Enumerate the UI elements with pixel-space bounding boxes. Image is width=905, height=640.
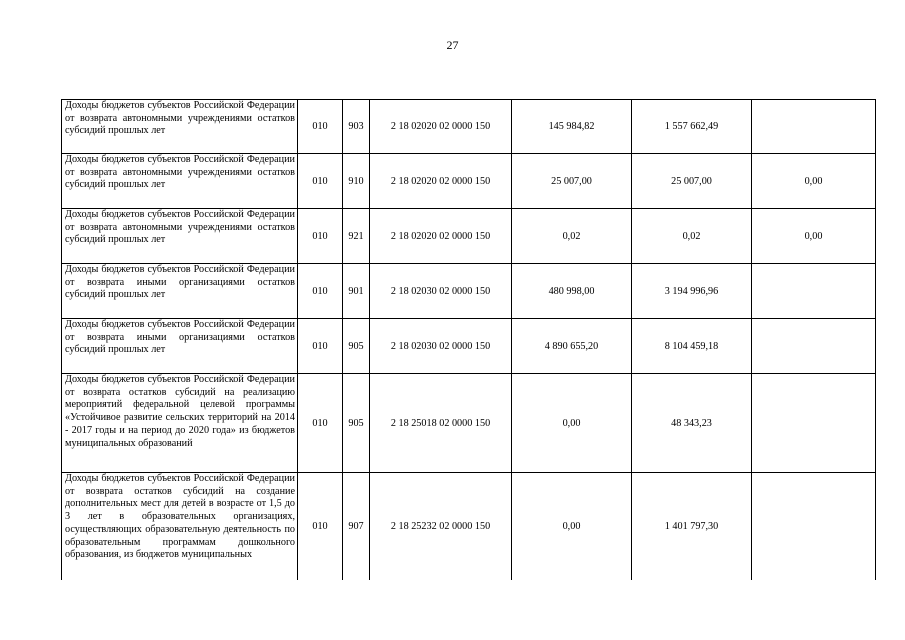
amount-column-2: 0,02: [632, 209, 752, 264]
administrator-code: 903: [343, 100, 370, 154]
amount-column-1: 0,02: [512, 209, 632, 264]
revenue-description: Доходы бюджетов субъектов Российской Федерации от возврата остатков субсидий на реализацию мероприятий федеральной целевой программы «Устойчивое развитие сельских территорий на 2014 - 2017 годы и на период до 2020 года» из бюджетов муниципальных образований: [62, 374, 298, 473]
amount-column-3: [752, 100, 876, 154]
amount-column-3: [752, 374, 876, 473]
amount-column-3: [752, 264, 876, 319]
budget-classification-code: 2 18 02030 02 0000 150: [370, 319, 512, 374]
revenue-description: Доходы бюджетов субъектов Российской Федерации от возврата иными организациями остатков субсидий прошлых лет: [62, 319, 298, 374]
amount-column-1: 4 890 655,20: [512, 319, 632, 374]
amount-column-2: 25 007,00: [632, 154, 752, 209]
amount-column-1: 0,00: [512, 374, 632, 473]
chapter-code: 010: [298, 154, 343, 209]
table-row: [62, 100, 876, 154]
administrator-code: 905: [343, 319, 370, 374]
table-row: [62, 319, 876, 374]
amount-column-2: 3 194 996,96: [632, 264, 752, 319]
table-row: [62, 154, 876, 209]
budget-revenue-table: [61, 99, 876, 580]
revenue-description: Доходы бюджетов субъектов Российской Федерации от возврата автономными учреждениями остатков субсидий прошлых лет: [62, 209, 298, 264]
table-row: [62, 473, 876, 580]
amount-column-2: 8 104 459,18: [632, 319, 752, 374]
amount-column-3: [752, 319, 876, 374]
page-number: 27: [446, 38, 459, 52]
budget-classification-code: 2 18 02020 02 0000 150: [370, 209, 512, 264]
chapter-code: 010: [298, 264, 343, 319]
amount-column-3: 0,00: [752, 154, 876, 209]
budget-classification-code: 2 18 02030 02 0000 150: [370, 264, 512, 319]
amount-column-1: 145 984,82: [512, 100, 632, 154]
amount-column-1: 0,00: [512, 473, 632, 580]
revenue-description: Доходы бюджетов субъектов Российской Федерации от возврата остатков субсидий на создание дополнительных мест для детей в возрасте от 1,5 до 3 лет в образовательных организациях, осуществляющих образовательную деятельность по образовательным программам дошкольного образования, из бюджетов муниципальных: [62, 473, 298, 580]
budget-classification-code: 2 18 25018 02 0000 150: [370, 374, 512, 473]
revenue-description: Доходы бюджетов субъектов Российской Федерации от возврата автономными учреждениями остатков субсидий прошлых лет: [62, 100, 298, 154]
amount-column-3: 0,00: [752, 209, 876, 264]
amount-column-3: [752, 473, 876, 580]
amount-column-2: 1 401 797,30: [632, 473, 752, 580]
administrator-code: 901: [343, 264, 370, 319]
administrator-code: 921: [343, 209, 370, 264]
budget-classification-code: 2 18 02020 02 0000 150: [370, 100, 512, 154]
amount-column-2: 1 557 662,49: [632, 100, 752, 154]
amount-column-1: 480 998,00: [512, 264, 632, 319]
chapter-code: 010: [298, 209, 343, 264]
administrator-code: 907: [343, 473, 370, 580]
table-row: [62, 264, 876, 319]
revenue-description: Доходы бюджетов субъектов Российской Федерации от возврата автономными учреждениями остатков субсидий прошлых лет: [62, 154, 298, 209]
table-row: [62, 209, 876, 264]
table-row: [62, 374, 876, 473]
chapter-code: 010: [298, 473, 343, 580]
amount-column-2: 48 343,23: [632, 374, 752, 473]
chapter-code: 010: [298, 100, 343, 154]
amount-column-1: 25 007,00: [512, 154, 632, 209]
administrator-code: 905: [343, 374, 370, 473]
chapter-code: 010: [298, 319, 343, 374]
revenue-description: Доходы бюджетов субъектов Российской Федерации от возврата иными организациями остатков субсидий прошлых лет: [62, 264, 298, 319]
administrator-code: 910: [343, 154, 370, 209]
chapter-code: 010: [298, 374, 343, 473]
budget-classification-code: 2 18 02020 02 0000 150: [370, 154, 512, 209]
budget-classification-code: 2 18 25232 02 0000 150: [370, 473, 512, 580]
